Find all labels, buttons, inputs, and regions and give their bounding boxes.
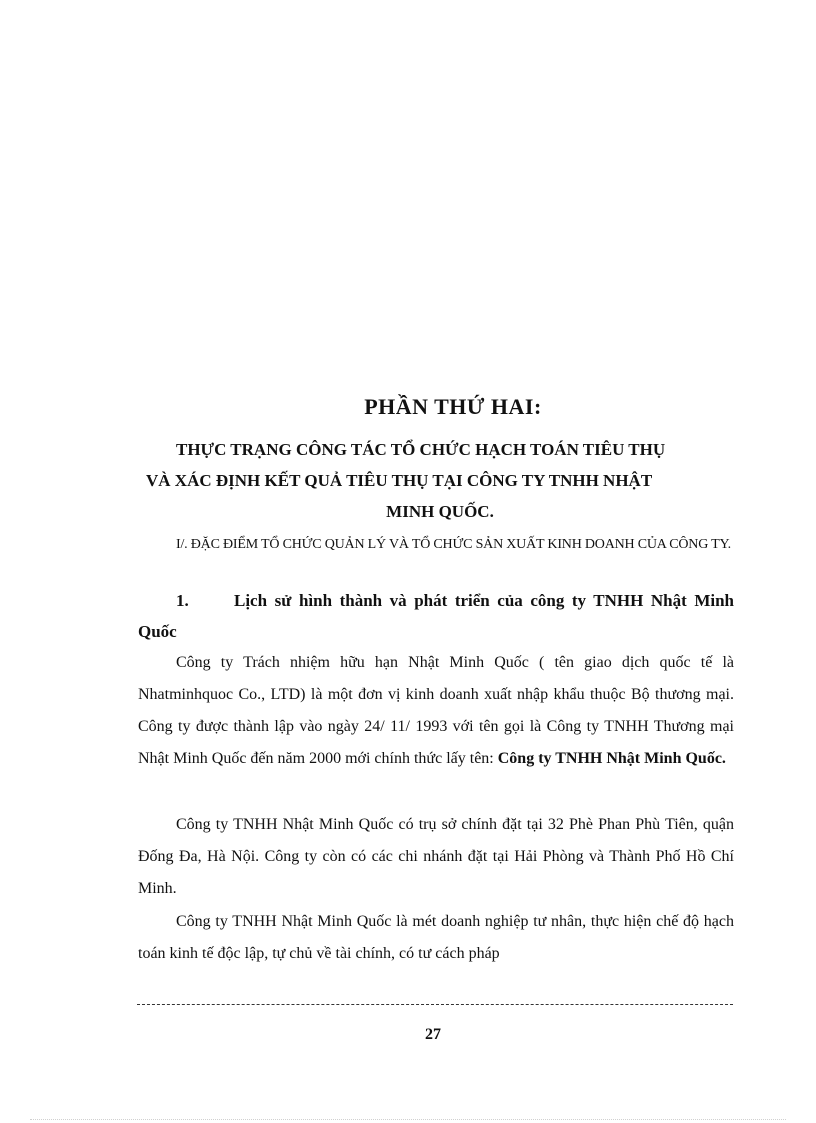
subheading — [138, 585, 734, 647]
page-bottom-border — [30, 1119, 786, 1120]
paragraph-enterprise-type: Công ty TNHH Nhật Minh Quốc là mét doanh nghiệp tư nhân, thực hiện chế độ hạch toán kinh tế độc lập, tự chủ về tài chính, có tư cách pháp — [138, 913, 734, 962]
paragraph-headquarters: Công ty TNHH Nhật Minh Quốc có trụ sở chính đặt tại 32 Phè Phan Phù Tiên, quận Đống Đa, Hà Nội. Công ty còn có các chi nhánh đặt tại Hải Phòng và Thành Phố Hồ Chí Minh. — [138, 816, 734, 897]
paragraph-company-intro — [138, 647, 734, 775]
chapter-title-line-3: MINH QUỐC. — [386, 502, 494, 521]
subheading-number: 1. — [176, 591, 189, 610]
footer-divider — [137, 1004, 733, 1005]
paragraph-company-intro-text: Công ty Trách nhiệm hữu hạn Nhật Minh Quốc ( tên giao dịch quốc tế là Nhatminhquoc Co., LTD) là một đơn vị kinh doanh xuất nhập khẩu thuộc Bộ thương mại. Công ty được thành lập vào ngày 24/ 11/ 1993 với tên gọi là Công ty TNHH Thương mại Nhật Minh Quốc đến năm 2000 mới chính thức lấy tên: — [138, 654, 734, 767]
company-name-bold: Công ty TNHH Nhật Minh Quốc. — [497, 750, 726, 767]
chapter-title — [138, 434, 734, 527]
section-heading: I/. ĐẶC ĐIỂM TỔ CHỨC QUẢN LÝ VÀ TỔ CHỨC SẢN XUẤT KINH DOANH CỦA CÔNG TY. — [176, 537, 731, 552]
chapter-title-line-2: VÀ XÁC ĐỊNH KẾT QUẢ TIÊU THỤ TẠI CÔNG TY TNHH NHẬT — [146, 471, 653, 490]
page-number: 27 — [425, 1026, 441, 1043]
chapter-title-line-1: THỰC TRẠNG CÔNG TÁC TỔ CHỨC HẠCH TOÁN TIÊU THỤ — [176, 440, 666, 459]
part-title: PHẦN THỨ HAI: — [364, 394, 542, 419]
subheading-text: Lịch sử hình thành và phát triển của công ty TNHH Nhật Minh Quốc — [138, 591, 734, 641]
